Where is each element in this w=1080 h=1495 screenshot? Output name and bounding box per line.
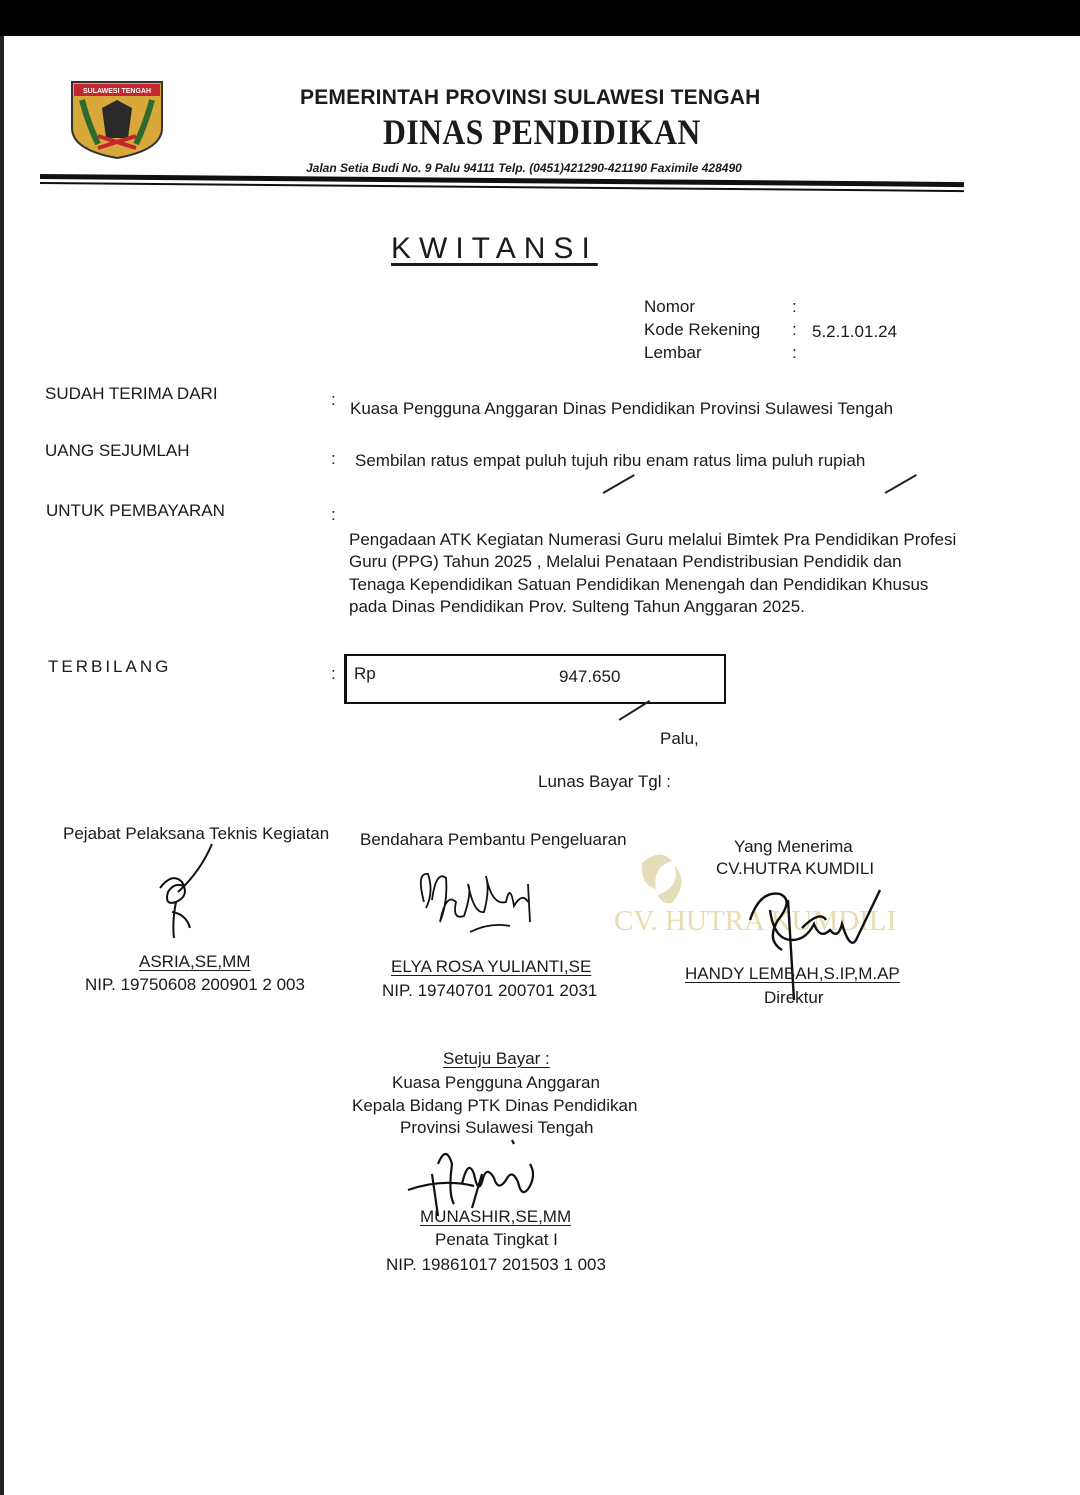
purpose-colon: : xyxy=(331,505,336,524)
check-mark xyxy=(885,474,917,493)
approver-rank: Penata Tingkat I xyxy=(435,1230,558,1249)
currency-label: Rp xyxy=(354,664,376,683)
amount-words-value: Sembilan ratus empat puluh tujuh ribu enam ratus lima puluh rupiah xyxy=(355,451,866,470)
pptk-role: Pejabat Pelaksana Teknis Kegiatan xyxy=(63,824,330,843)
amount-words-colon: : xyxy=(331,449,336,468)
purpose-label: UNTUK PEMBAYARAN xyxy=(46,501,225,520)
approval-heading: Setuju Bayar : xyxy=(443,1049,550,1068)
pptk-nip: NIP. 19750608 200901 2 003 xyxy=(85,975,305,994)
approver-nip: NIP. 19861017 201503 1 003 xyxy=(386,1255,606,1274)
paid-date-label: Lunas Bayar Tgl : xyxy=(538,772,671,791)
stamp-text: CV. HUTRA KUMDILI xyxy=(614,905,897,937)
approval-line: Provinsi Sulawesi Tengah xyxy=(400,1118,594,1137)
photo-top-border xyxy=(0,0,1080,36)
terbilang-label: TERBILANG xyxy=(48,657,172,676)
purpose-line: Pengadaan ATK Kegiatan Numerasi Guru melalui Bimtek Pra Pendidikan Profesi xyxy=(349,530,957,549)
pptk-signature xyxy=(150,842,230,942)
lembar-label: Lembar xyxy=(644,343,702,362)
kode-rekening-value: 5.2.1.01.24 xyxy=(812,322,898,341)
check-mark xyxy=(603,474,635,493)
amount-box xyxy=(344,654,726,704)
place-label: Palu, xyxy=(660,729,699,748)
amount-value: 947.650 xyxy=(559,667,621,686)
kode-rekening-label: Kode Rekening xyxy=(644,320,761,339)
from-colon: : xyxy=(331,390,336,409)
approval-line: Kepala Bidang PTK Dinas Pendidikan xyxy=(352,1096,638,1115)
approval-line: Kuasa Pengguna Anggaran xyxy=(392,1073,600,1092)
purpose-line: pada Dinas Pendidikan Prov. Sulteng Tahun Anggaran 2025. xyxy=(349,597,805,616)
logo-text: SULAWESI TENGAH xyxy=(82,88,152,95)
treasurer-nip: NIP. 19740701 200701 2031 xyxy=(382,981,598,1000)
terbilang-colon: : xyxy=(331,664,336,683)
approver-name: MUNASHIR,SE,MM xyxy=(420,1207,572,1226)
photo-left-edge xyxy=(0,36,4,1495)
agency-name: DINAS PENDIDIKAN xyxy=(383,112,701,152)
from-value: Kuasa Pengguna Anggaran Dinas Pendidikan Provinsi Sulawesi Tengah xyxy=(350,399,894,418)
pptk-name: ASRIA,SE,MM xyxy=(139,952,251,971)
receiver-position: Direktur xyxy=(764,988,824,1007)
province-emblem-logo xyxy=(68,78,168,160)
receiver-role: Yang Menerima xyxy=(734,837,853,856)
government-name: PEMERINTAH PROVINSI SULAWESI TENGAH xyxy=(300,86,761,109)
nomor-colon: : xyxy=(792,297,797,316)
purpose-line: Tenaga Kependidikan Satuan Pendidikan Menengah dan Pendidikan Khusus xyxy=(349,575,929,594)
agency-address: Jalan Setia Budi No. 9 Palu 94111 Telp. (0451)421290-421190 Faximile 428490 xyxy=(306,161,742,175)
receiver-name: HANDY LEMBAH,S.IP,M.AP xyxy=(685,964,900,983)
treasurer-role: Bendahara Pembantu Pengeluaran xyxy=(360,830,627,849)
purpose-line: Guru (PPG) Tahun 2025 , Melalui Penataan Pendistribusian Pendidik dan xyxy=(349,552,902,571)
from-label: SUDAH TERIMA DARI xyxy=(45,384,218,403)
treasurer-signature xyxy=(410,862,550,946)
approver-signature xyxy=(402,1134,562,1218)
nomor-label: Nomor xyxy=(644,297,696,316)
kode-colon: : xyxy=(792,320,797,339)
lembar-colon: : xyxy=(792,343,797,362)
amount-words-label: UANG SEJUMLAH xyxy=(45,441,190,460)
document-title: KWITANSI xyxy=(391,232,598,265)
treasurer-name: ELYA ROSA YULIANTI,SE xyxy=(391,957,592,976)
receiver-company: CV.HUTRA KUMDILI xyxy=(716,859,875,878)
